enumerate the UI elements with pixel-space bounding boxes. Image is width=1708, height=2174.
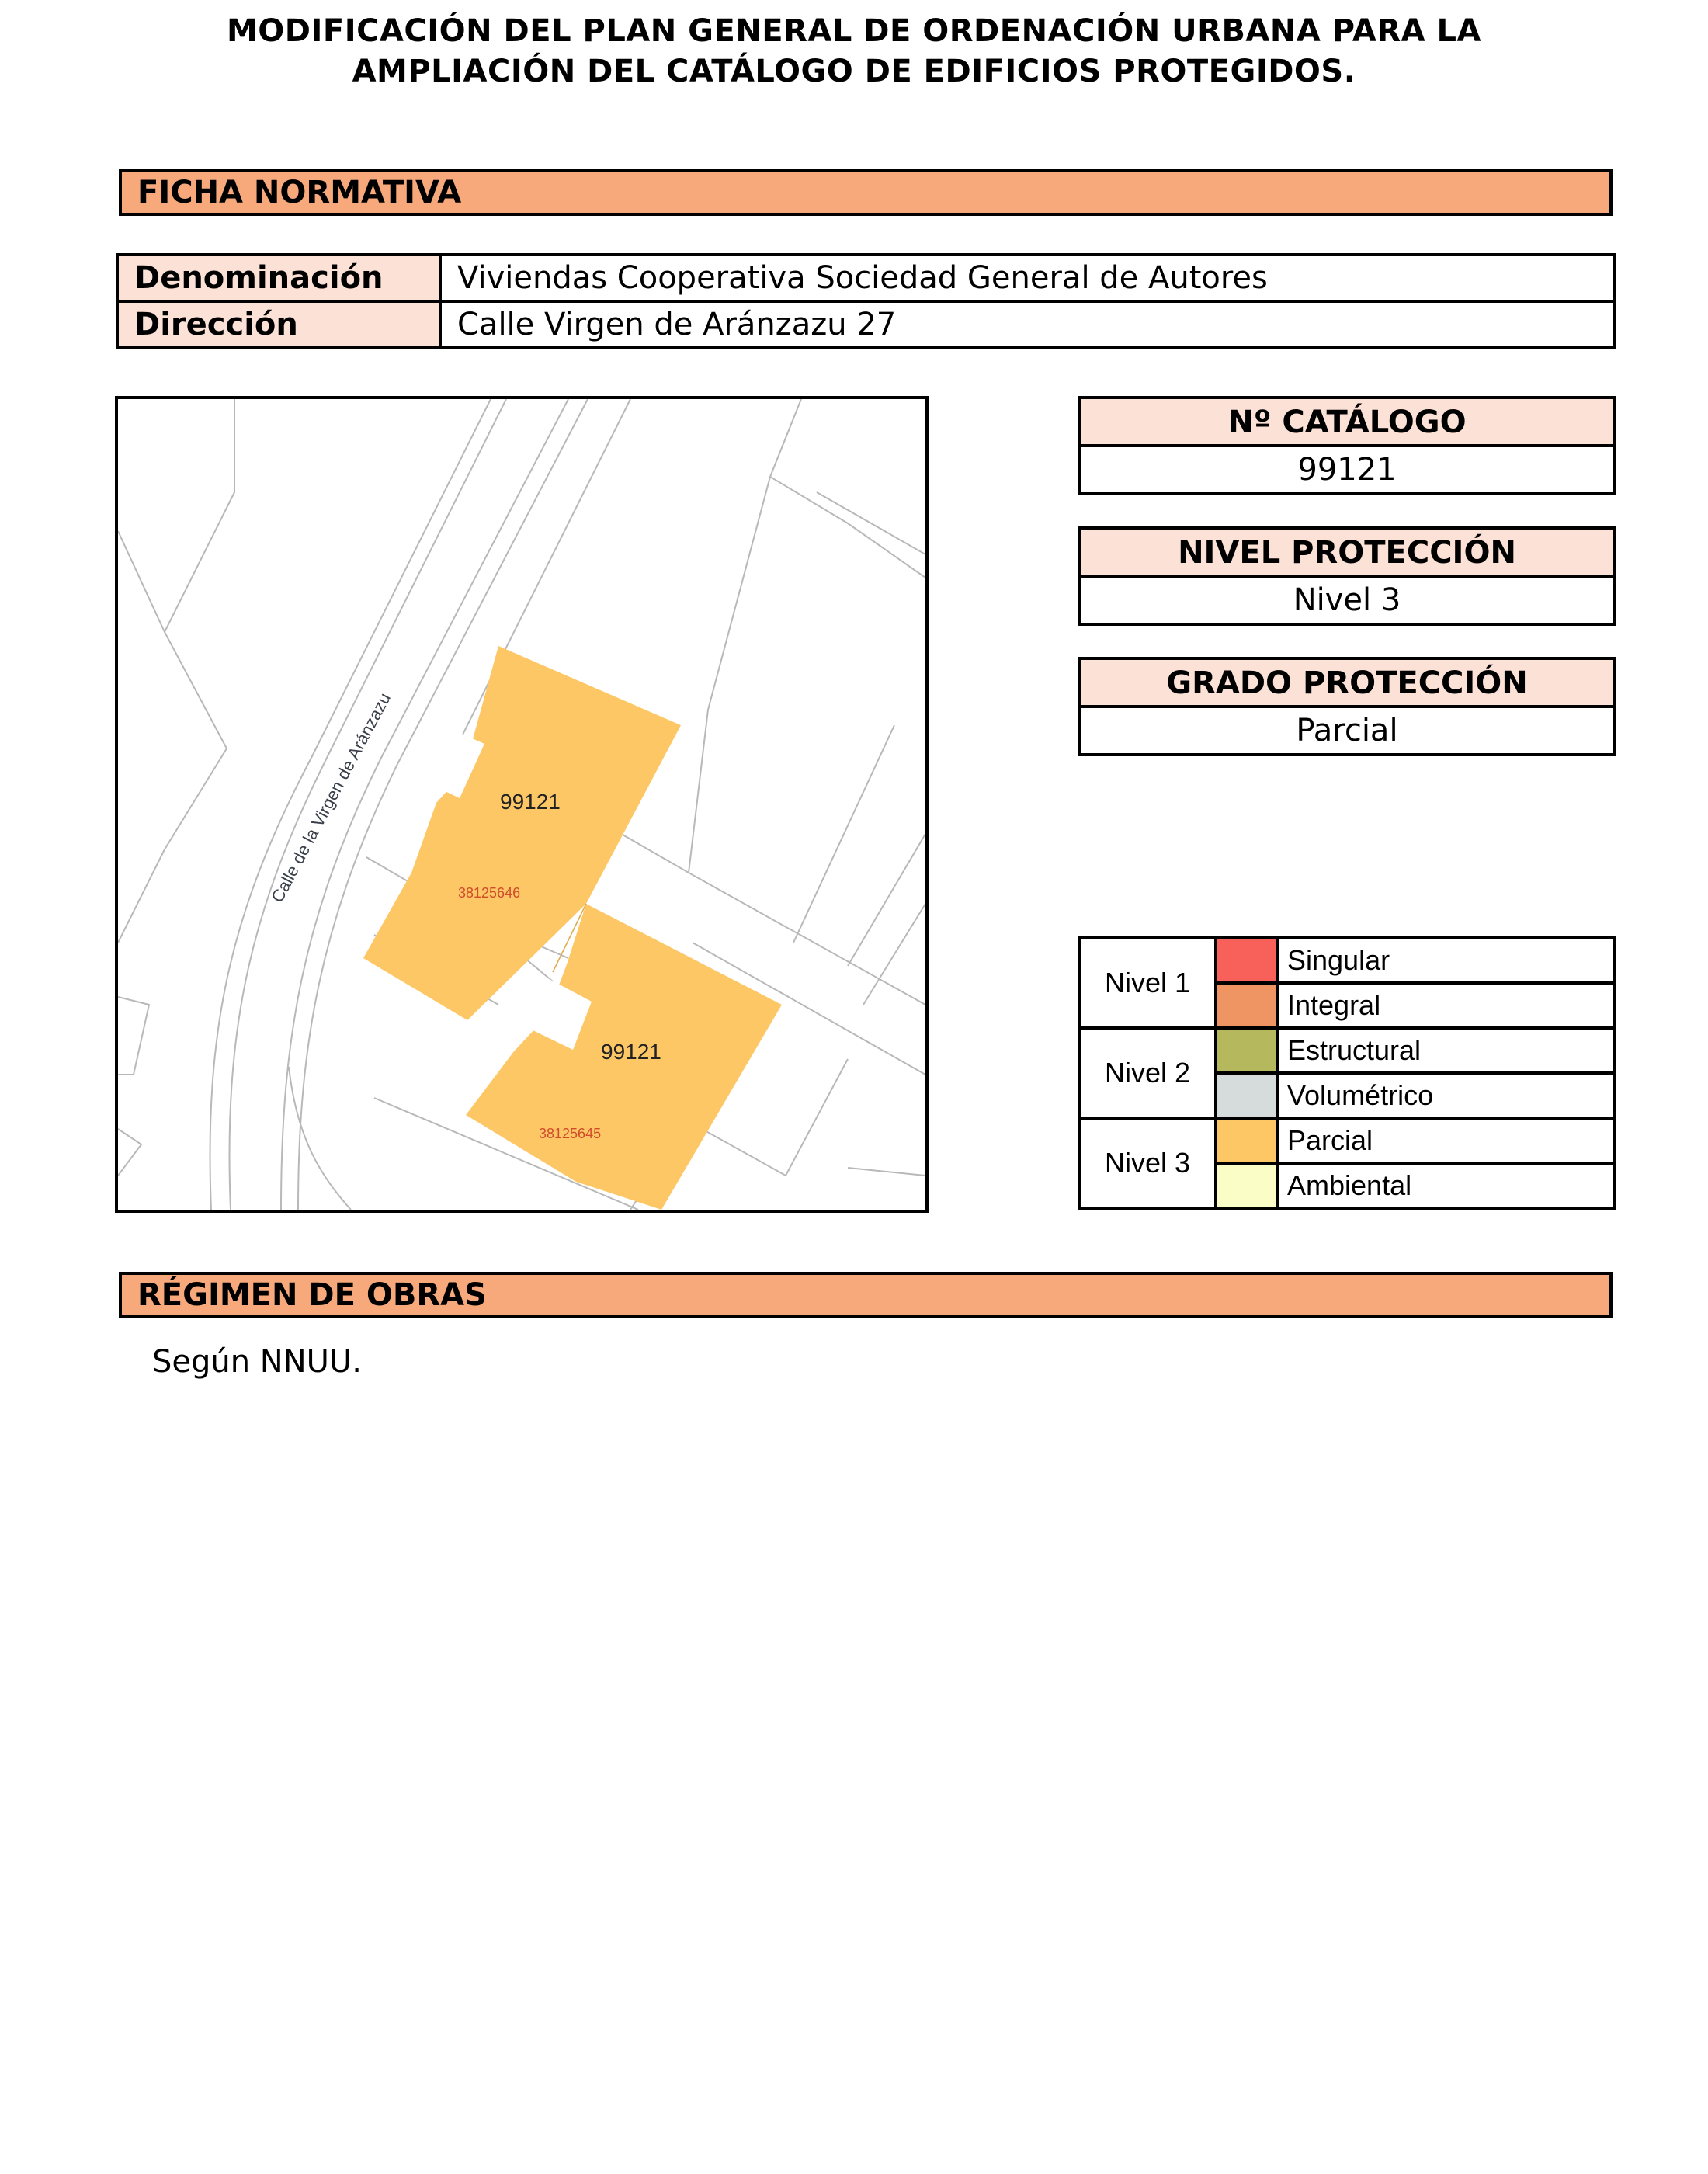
- grado-proteccion-value: Parcial: [1078, 708, 1616, 756]
- parcel-north-catalog-label: 99121: [500, 790, 561, 814]
- legend-swatch-estructural: [1216, 1028, 1278, 1073]
- title-line-1: MODIFICACIÓN DEL PLAN GENERAL DE ORDENACIÓN URBANA PARA LA: [227, 13, 1481, 49]
- legend-item-parcial: Parcial: [1278, 1118, 1615, 1163]
- catalogo-box: [1078, 396, 1616, 495]
- legend-item-singular: Singular: [1278, 938, 1615, 983]
- legend-swatch-ambiental: [1216, 1163, 1278, 1208]
- grado-proteccion-label: GRADO PROTECCIÓN: [1078, 657, 1616, 708]
- legend-item-volumetrico: Volumétrico: [1278, 1073, 1615, 1118]
- street-label: Calle de la Virgen de Aránzazu: [267, 689, 395, 906]
- legend-level-3: Nivel 3: [1079, 1118, 1216, 1208]
- title-line-2: AMPLIACIÓN DEL CATÁLOGO DE EDIFICIOS PROTEGIDOS.: [352, 54, 1356, 89]
- parcel-south-catalog-label: 99121: [601, 1040, 661, 1064]
- catalogo-value: 99121: [1078, 447, 1616, 495]
- direccion-value: Calle Virgen de Aránzazu 27: [440, 301, 1614, 348]
- denominacion-label: Denominación: [117, 255, 440, 301]
- protection-legend: [1078, 936, 1616, 1210]
- cadastral-map: [115, 396, 929, 1213]
- nivel-proteccion-label: NIVEL PROTECCIÓN: [1078, 526, 1616, 578]
- denominacion-value: Viviendas Cooperativa Sociedad General de Autores: [440, 255, 1614, 301]
- catalogo-label: Nº CATÁLOGO: [1078, 396, 1616, 447]
- grado-proteccion-box: [1078, 657, 1616, 756]
- parcel-north-ref-label: 38125646: [458, 885, 521, 901]
- legend-swatch-singular: [1216, 938, 1278, 983]
- direccion-row: [117, 301, 1614, 348]
- map-svg: [118, 399, 925, 1210]
- legend-swatch-parcial: [1216, 1118, 1278, 1163]
- nivel-proteccion-box: [1078, 526, 1616, 626]
- denominacion-row: [117, 255, 1614, 301]
- legend-item-integral: Integral: [1278, 983, 1615, 1028]
- nivel-proteccion-value: Nivel 3: [1078, 578, 1616, 626]
- ficha-normativa-header: FICHA NORMATIVA: [119, 169, 1613, 216]
- regimen-obras-header: RÉGIMEN DE OBRAS: [119, 1272, 1613, 1318]
- legend-swatch-volumetrico: [1216, 1073, 1278, 1118]
- direccion-label: Dirección: [117, 301, 440, 348]
- legend-level-1: Nivel 1: [1079, 938, 1216, 1028]
- legend-swatch-integral: [1216, 983, 1278, 1028]
- regimen-obras-text: Según NNUU.: [152, 1344, 362, 1380]
- document-title: [0, 11, 1708, 92]
- legend-level-2: Nivel 2: [1079, 1028, 1216, 1118]
- legend-row: [1079, 1118, 1615, 1163]
- legend-item-estructural: Estructural: [1278, 1028, 1615, 1073]
- parcel-south-ref-label: 38125645: [539, 1126, 602, 1141]
- info-table: [116, 253, 1616, 349]
- legend-row: [1079, 1028, 1615, 1073]
- legend-row: [1079, 938, 1615, 983]
- legend-item-ambiental: Ambiental: [1278, 1163, 1615, 1208]
